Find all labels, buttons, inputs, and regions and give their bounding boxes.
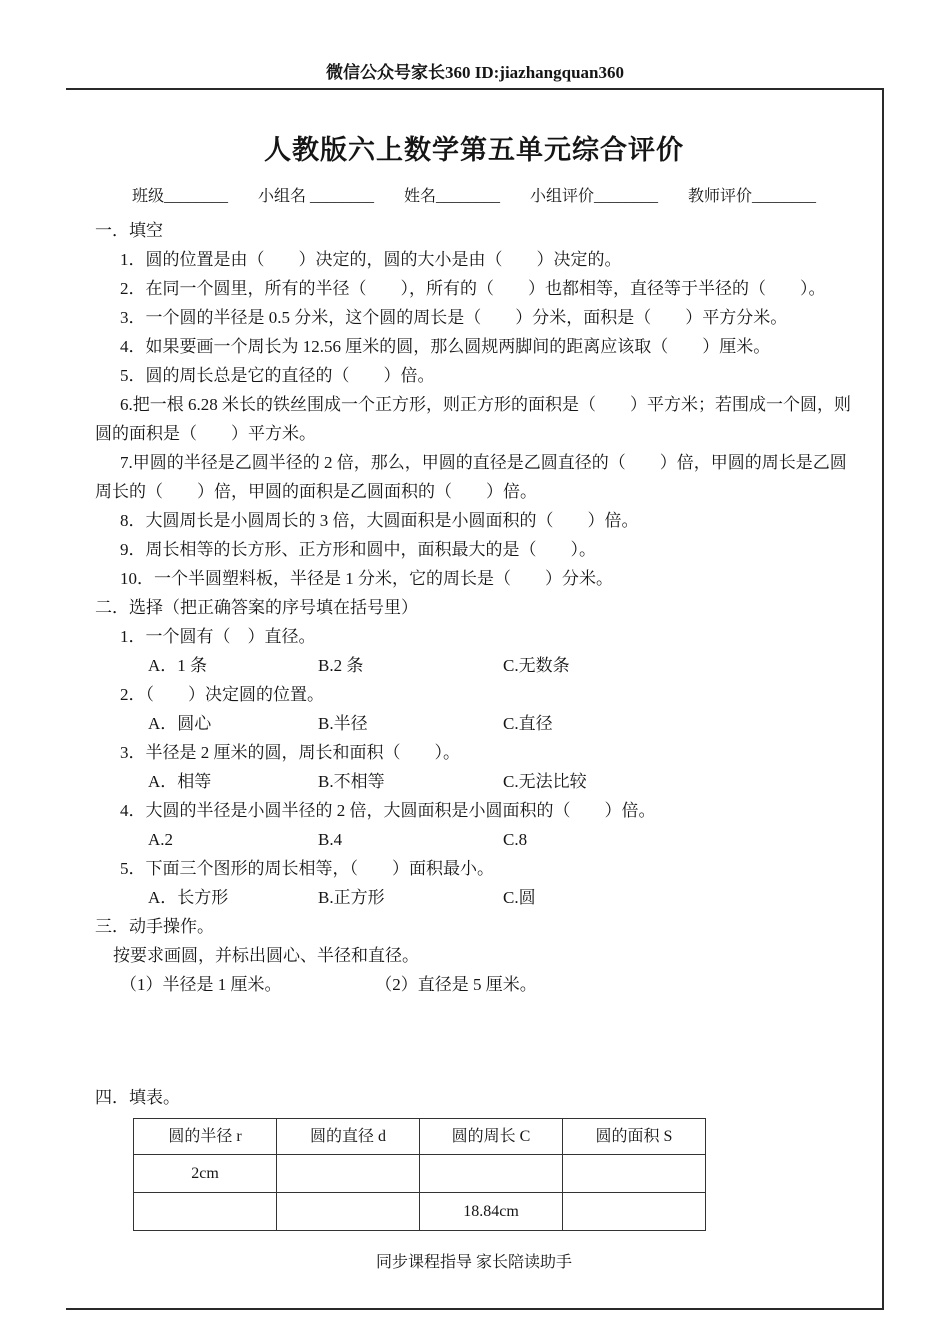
fill-item-8: 8．大圆周长是小圆周长的 3 倍，大圆面积是小圆面积的（ ）倍。 xyxy=(120,511,639,530)
draw-tasks xyxy=(95,970,860,999)
option-a: A．圆心 xyxy=(148,714,212,733)
table-cell: 2cm xyxy=(134,1155,277,1193)
table-header-area: 圆的面积 S xyxy=(563,1119,706,1155)
fill-item-4: 4．如果要画一个周长为 12.56 厘米的圆，那么圆规两脚间的距离应该取（ ）厘米。 xyxy=(120,337,771,356)
option-b: B.正方形 xyxy=(318,888,385,907)
option-c: C.圆 xyxy=(503,888,536,907)
choice-question-1: 1．一个圆有（ ）直径。 xyxy=(120,627,316,646)
page-frame xyxy=(66,88,884,1310)
page-footer: 同步课程指导 家长陪读助手 xyxy=(375,1254,572,1271)
option-b: B.4 xyxy=(318,830,343,849)
table-cell: 18.84cm xyxy=(420,1193,563,1231)
table-header-radius: 圆的半径 r xyxy=(134,1119,277,1155)
draw-task-2: （2）直径是 5 厘米。 xyxy=(375,975,537,994)
drawing-area xyxy=(95,999,860,1083)
field-group-score: 小组评价________ xyxy=(530,188,659,205)
table-header-diameter: 圆的直径 d xyxy=(277,1119,420,1155)
table-header-circumference: 圆的周长 C xyxy=(420,1119,563,1155)
choice-options-3 xyxy=(95,767,860,796)
fill-item-1: 1．圆的位置是由（ ）决定的，圆的大小是由（ ）决定的。 xyxy=(120,250,622,269)
option-a: A．长方形 xyxy=(148,888,229,907)
option-b: B.半径 xyxy=(318,714,368,733)
page-title: 人教版六上数学第五单元综合评价 xyxy=(264,135,684,165)
table-cell xyxy=(563,1193,706,1231)
option-b: B.2 条 xyxy=(318,656,364,675)
table-cell xyxy=(420,1155,563,1193)
choice-options-4 xyxy=(95,825,860,854)
section-2-heading: 二．选择（把正确答案的序号填在括号里） xyxy=(95,598,418,617)
draw-task-1: （1）半径是 1 厘米。 xyxy=(120,975,282,994)
option-c: C.8 xyxy=(503,830,528,849)
choice-options-2 xyxy=(95,709,860,738)
section-3-heading: 三．动手操作。 xyxy=(95,917,214,936)
section-4-heading: 四．填表。 xyxy=(95,1088,180,1107)
option-c: C.直径 xyxy=(503,714,553,733)
choice-question-4: 4．大圆的半径是小圆半径的 2 倍，大圆面积是小圆面积的（ ）倍。 xyxy=(120,801,656,820)
fill-item-7: 7.甲圆的半径是乙圆半径的 2 倍，那么，甲圆的直径是乙圆直径的（ ）倍，甲圆的周长是乙圆周长的（ ）倍，甲圆的面积是乙圆面积的（ ）倍。 xyxy=(95,453,847,501)
fill-item-10: 10．一个半圆塑料板，半径是 1 分米，它的周长是（ ）分米。 xyxy=(120,569,613,588)
draw-instruction: 按要求画圆，并标出圆心、半径和直径。 xyxy=(113,946,419,965)
choice-question-3: 3．半径是 2 厘米的圆，周长和面积（ ）。 xyxy=(120,743,460,762)
fill-item-6: 6.把一根 6.28 米长的铁丝围成一个正方形，则正方形的面积是（ ）平方米；若围成一个圆，则圆的面积是（ ）平方米。 xyxy=(95,395,851,443)
option-a: A.2 xyxy=(148,830,174,849)
fill-table xyxy=(133,1118,706,1231)
field-class: 班级________ xyxy=(131,188,228,205)
section-1-heading: 一．填空 xyxy=(95,221,163,240)
option-b: B.不相等 xyxy=(318,772,385,791)
fill-item-2: 2．在同一个圆里，所有的半径（ ），所有的（ ）也都相等，直径等于半径的（ ）。 xyxy=(120,279,826,298)
option-c: C.无法比较 xyxy=(503,772,587,791)
table-row xyxy=(134,1193,706,1231)
table-cell xyxy=(134,1193,277,1231)
table-row xyxy=(134,1155,706,1193)
option-c: C.无数条 xyxy=(503,656,570,675)
option-a: A．相等 xyxy=(148,772,212,791)
table-cell xyxy=(277,1193,420,1231)
table-cell xyxy=(277,1155,420,1193)
field-name: 姓名________ xyxy=(403,188,500,205)
choice-options-5 xyxy=(95,883,860,912)
fill-item-9: 9．周长相等的长方形、正方形和圆中，面积最大的是（ ）。 xyxy=(120,540,596,559)
choice-question-5: 5．下面三个图形的周长相等，（ ）面积最小。 xyxy=(120,859,494,878)
fill-item-3: 3．一个圆的半径是 0.5 分米，这个圆的周长是（ ）分米，面积是（ ）平方分米。 xyxy=(120,308,788,327)
field-group-name: 小组名 ________ xyxy=(257,188,374,205)
option-a: A．1 条 xyxy=(148,656,208,675)
worksheet-body xyxy=(66,216,882,1231)
fill-item-5: 5．圆的周长总是它的直径的（ ）倍。 xyxy=(120,366,435,385)
student-info-line xyxy=(66,183,882,206)
field-teacher-score: 教师评价________ xyxy=(688,188,817,205)
table-cell xyxy=(563,1155,706,1193)
table-header-row xyxy=(134,1119,706,1155)
page-header: 微信公众号家长360 ID:jiazhangquan360 xyxy=(325,63,624,82)
choice-options-1 xyxy=(95,651,860,680)
choice-question-2: 2．（ ）决定圆的位置。 xyxy=(120,685,324,704)
